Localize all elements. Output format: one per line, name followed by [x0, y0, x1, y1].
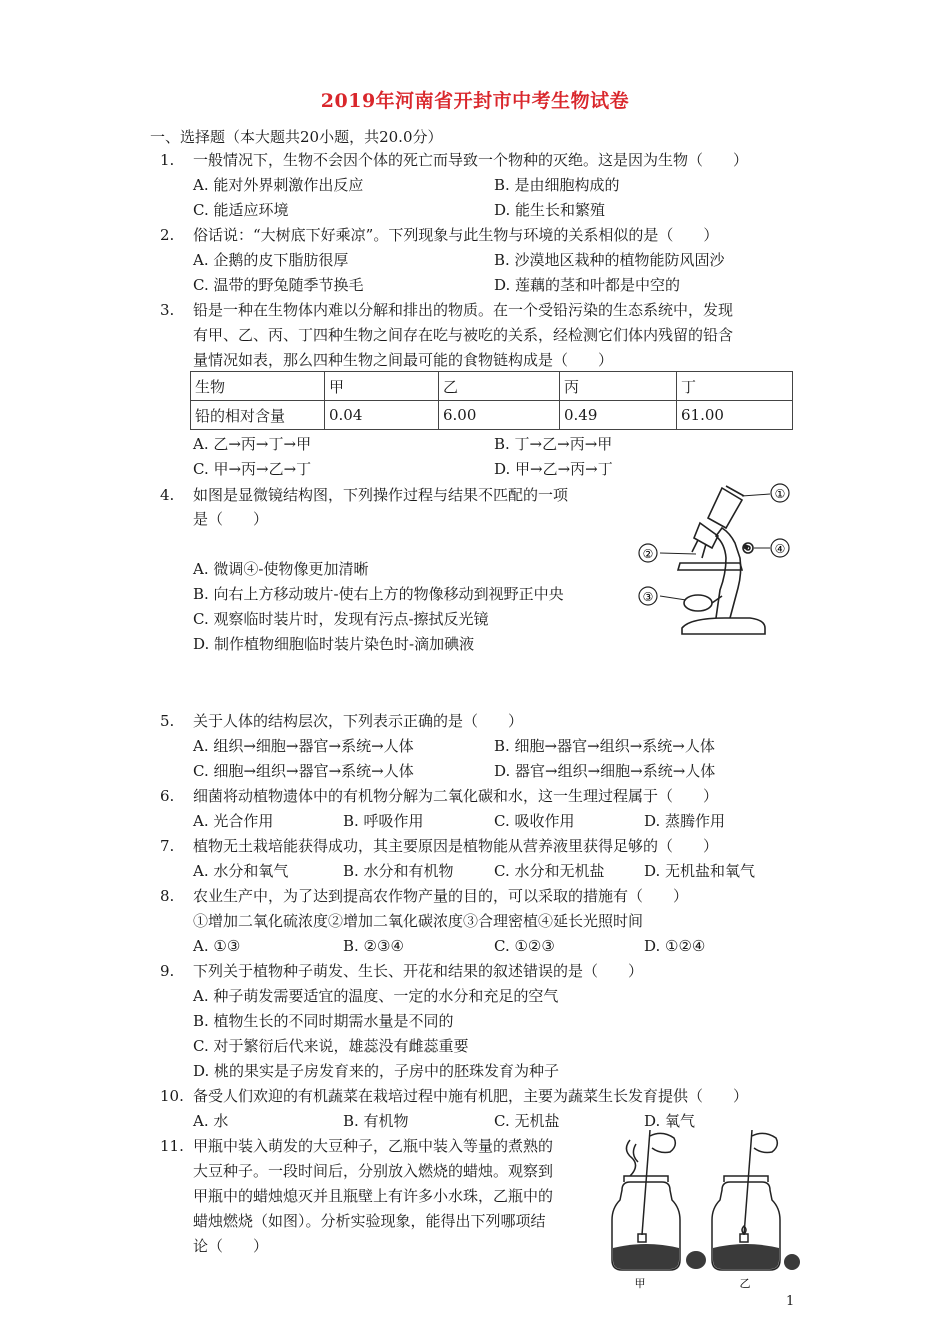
option-b: B. 丁→乙→丙→甲 — [494, 435, 613, 453]
table-cell: 61.00 — [677, 401, 793, 430]
option-b: B. 有机物 — [343, 1112, 409, 1130]
figure-label: ② — [642, 547, 654, 561]
option-c: C. ①②③ — [494, 937, 555, 955]
option-b: B. 水分和有机物 — [343, 862, 454, 880]
table-cell: 丁 — [677, 372, 793, 401]
table-cell: 0.04 — [325, 401, 439, 430]
option-b: B. 呼吸作用 — [343, 812, 424, 830]
question-number: 2. — [160, 226, 175, 244]
option-c: C. 吸收作用 — [494, 812, 575, 830]
option-a: A. 能对外界刺激作出反应 — [193, 176, 364, 194]
question-stem: 量情况如表，那么四种生物之间最可能的食物链构成是（ ） — [193, 351, 614, 369]
question-stem: 甲瓶中装入萌发的大豆种子，乙瓶中装入等量的煮熟的 — [193, 1137, 554, 1155]
option-d: D. 器官→组织→细胞→系统→人体 — [494, 762, 716, 780]
option-a: A. 水分和氧气 — [193, 862, 289, 880]
option-d: D. 制作植物细胞临时装片染色时-滴加碘液 — [193, 635, 475, 653]
figure-label: ④ — [774, 542, 786, 556]
option-b: B. 植物生长的不同时期需水量是不同的 — [193, 1012, 454, 1030]
option-b: B. 是由细胞构成的 — [494, 176, 620, 194]
question-stem: 是（ ） — [193, 510, 269, 528]
page-title: 2019年河南省开封市中考生物试卷 — [320, 90, 630, 112]
question-stem: 关于人体的结构层次，下列表示正确的是（ ） — [193, 712, 524, 730]
question-stem: ①增加二氧化硫浓度②增加二氧化碳浓度③合理密植④延长光照时间 — [193, 912, 644, 930]
option-c: C. 甲→丙→乙→丁 — [193, 460, 312, 478]
option-a: A. 光合作用 — [193, 812, 274, 830]
question-number: 3. — [160, 301, 175, 319]
question-stem: 农业生产中，为了达到提高农作物产量的目的，可以采取的措施有（ ） — [193, 887, 689, 905]
table-cell: 0.49 — [560, 401, 677, 430]
option-c: C. 温带的野兔随季节换毛 — [193, 276, 364, 294]
table-cell: 6.00 — [439, 401, 560, 430]
seed-jar-experiment-figure — [600, 1130, 800, 1290]
figure-label: 乙 — [739, 1277, 751, 1290]
option-b: B. ②③④ — [343, 937, 404, 955]
question-stem: 备受人们欢迎的有机蔬菜在栽培过程中施有机肥，主要为蔬菜生长发育提供（ ） — [193, 1087, 749, 1105]
section-heading: 一、选择题（本大题共20小题，共20.0分） — [150, 128, 443, 146]
option-c: C. 无机盐 — [494, 1112, 560, 1130]
option-d: D. ①②④ — [644, 937, 706, 955]
question-stem: 有甲、乙、丙、丁四种生物之间存在吃与被吃的关系，经检测它们体内残留的铅含 — [193, 326, 734, 344]
option-d: D. 蒸腾作用 — [644, 812, 726, 830]
question-stem: 蜡烛燃烧（如图）。分析实验现象，能得出下列哪项结 — [193, 1212, 546, 1230]
question-stem: 一般情况下，生物不会因个体的死亡而导致一个物种的灭绝。这是因为生物（ ） — [193, 151, 749, 169]
option-c: C. 能适应环境 — [193, 201, 289, 219]
option-b: B. 细胞→器官→组织→系统→人体 — [494, 737, 715, 755]
option-a: A. 种子萌发需要适宜的温度、一定的水分和充足的空气 — [193, 987, 559, 1005]
option-d: D. 能生长和繁殖 — [494, 201, 606, 219]
question-stem: 下列关于植物种子萌发、生长、开花和结果的叙述错误的是（ ） — [193, 962, 644, 980]
question-number: 6. — [160, 787, 175, 805]
table-row — [191, 372, 793, 401]
option-d: D. 甲→乙→丙→丁 — [494, 460, 613, 478]
question-stem: 如图是显微镜结构图，下列操作过程与结果不匹配的一项 — [193, 486, 569, 504]
table-cell: 丙 — [560, 372, 677, 401]
option-c: C. 细胞→组织→器官→系统→人体 — [193, 762, 414, 780]
question-number: 8. — [160, 887, 175, 905]
option-c: C. 对于繁衍后代来说，雄蕊没有雌蕊重要 — [193, 1037, 469, 1055]
option-c: C. 观察临时装片时，发现有污点-擦拭反光镜 — [193, 610, 489, 628]
question-stem: 细菌将动植物遗体中的有机物分解为二氧化碳和水，这一生理过程属于（ ） — [193, 787, 719, 805]
figure-label: ① — [774, 487, 786, 501]
option-a: A. 组织→细胞→器官→系统→人体 — [193, 737, 414, 755]
question-number: 5. — [160, 712, 175, 730]
question-stem: 论（ ） — [193, 1237, 269, 1255]
page-number: 1 — [786, 1294, 795, 1309]
option-a: A. 乙→丙→丁→甲 — [193, 435, 312, 453]
figure-label: ③ — [642, 590, 654, 604]
question-stem: 俗话说：“大树底下好乘凉”。下列现象与此生物与环境的关系相似的是（ ） — [193, 226, 719, 244]
question-number: 1. — [160, 151, 175, 169]
table-row — [191, 401, 793, 430]
question-stem: 大豆种子。一段时间后，分别放入燃烧的蜡烛。观察到 — [193, 1162, 554, 1180]
option-a: A. ①③ — [193, 937, 241, 955]
question-number: 9. — [160, 962, 175, 980]
option-a: A. 企鹅的皮下脂肪很厚 — [193, 251, 349, 269]
table-cell: 甲 — [325, 372, 439, 401]
option-d: D. 氧气 — [644, 1112, 696, 1130]
question-number: 11. — [160, 1137, 184, 1155]
option-b: B. 沙漠地区栽种的植物能防风固沙 — [494, 251, 725, 269]
table-cell: 生物 — [191, 372, 325, 401]
question-stem: 铅是一种在生物体内难以分解和排出的物质。在一个受铅污染的生态系统中，发现 — [193, 301, 734, 319]
question-number: 7. — [160, 837, 175, 855]
lead-content-table — [190, 371, 793, 430]
option-d: D. 桃的果实是子房发育来的，子房中的胚珠发育为种子 — [193, 1062, 560, 1080]
option-a: A. 微调④-使物像更加清晰 — [193, 560, 369, 578]
option-d: D. 莲藕的茎和叶都是中空的 — [494, 276, 681, 294]
figure-label: 甲 — [634, 1277, 646, 1290]
question-stem: 植物无土栽培能获得成功，其主要原因是植物能从营养液里获得足够的（ ） — [193, 837, 719, 855]
option-b: B. 向右上方移动玻片-使右上方的物像移动到视野正中央 — [193, 585, 564, 603]
question-stem: 甲瓶中的蜡烛熄灭并且瓶壁上有许多小水珠，乙瓶中的 — [193, 1187, 554, 1205]
question-number: 10. — [160, 1087, 184, 1105]
option-c: C. 水分和无机盐 — [494, 862, 605, 880]
microscope-figure — [630, 478, 800, 648]
option-a: A. 水 — [193, 1112, 229, 1130]
table-cell: 铅的相对含量 — [191, 401, 325, 430]
question-number: 4. — [160, 486, 175, 504]
table-cell: 乙 — [439, 372, 560, 401]
option-d: D. 无机盐和氧气 — [644, 862, 756, 880]
